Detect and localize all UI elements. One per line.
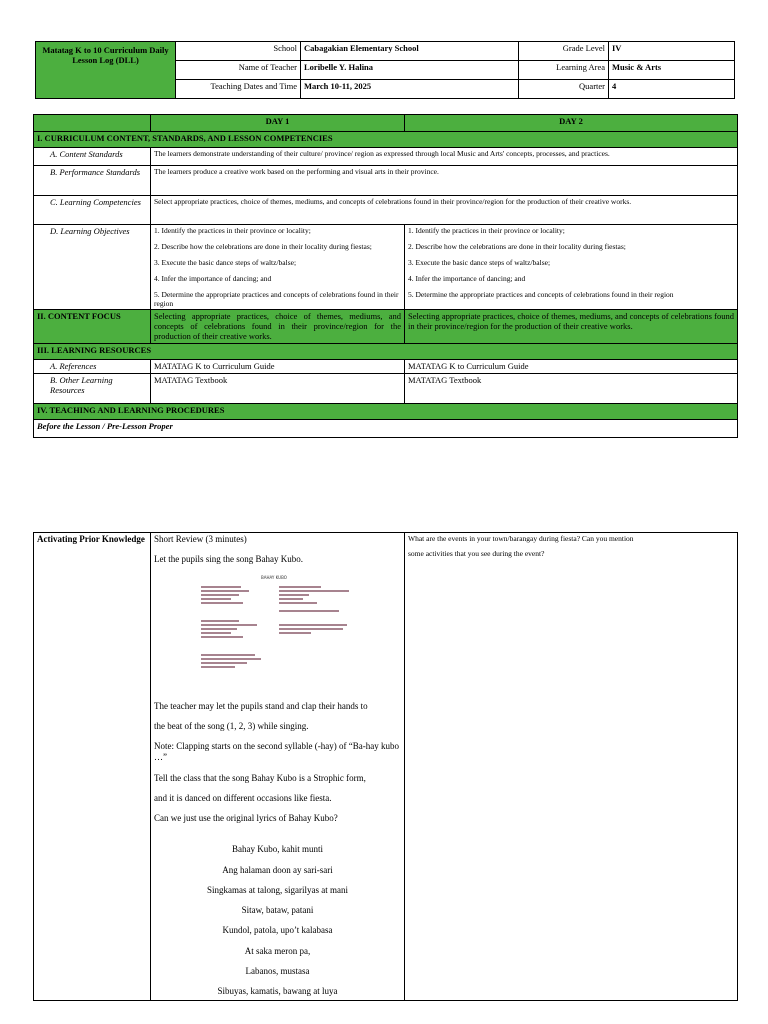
section-curriculum: I. CURRICULUM CONTENT, STANDARDS, AND LESSON COMPETENCIES	[34, 132, 738, 148]
objective-item: 4. Infer the importance of dancing; and	[154, 274, 272, 283]
fiesta-line: and it is danced on different occasions like fiesta.	[154, 792, 332, 803]
objective-item: 3. Execute the basic dance steps of waltz/balse;	[154, 258, 297, 267]
objective-item: 5. Determine the appropriate practices and concepts of celebrations found in their region	[154, 290, 399, 308]
content-focus-day2: Selecting appropriate practices, choice of themes, mediums, and concepts of celebrations found in their province/region for the production of their creative works.	[405, 310, 738, 344]
clap-note: Note: Clapping starts on the second syllable (-hay) of “Ba-hay kubo …”	[154, 741, 399, 763]
lesson-log-table	[33, 114, 738, 438]
other-resources-day1: MATATAG Textbook	[151, 373, 405, 403]
lyric-line: At saka meron pa,	[244, 945, 311, 956]
objective-item: 5. Determine the appropriate practices and concepts of celebrations found in their region	[408, 290, 674, 299]
review-line: Short Review (3 minutes)	[154, 534, 247, 544]
song-lyrics-image	[154, 575, 401, 695]
objectives-day1	[151, 225, 405, 310]
song-lyrics	[154, 844, 401, 997]
day2-question: What are the events in your town/barangay during fiesta? Can you mention	[408, 534, 634, 543]
dates-value: March 10-11, 2025	[301, 80, 519, 99]
before-lesson-label: Before the Lesson / Pre-Lesson Proper	[34, 419, 738, 437]
activating-table	[33, 532, 738, 1001]
question-line: Can we just use the original lyrics of Bahay Kubo?	[154, 813, 338, 823]
performance-standards-text: The learners produce a creative work based on the performing and visual arts in their province.	[151, 166, 738, 196]
teacher-label: Name of Teacher	[176, 61, 301, 80]
objectives-label: D. Learning Objectives	[34, 225, 151, 310]
other-resources-label: B. Other Learning Resources	[34, 373, 151, 403]
learning-area-value: Music & Arts	[609, 61, 735, 80]
section-procedures: IV. TEACHING AND LEARNING PROCEDURES	[34, 403, 738, 419]
objective-item: 2. Describe how the celebrations are done in their locality during fiestas;	[408, 242, 626, 251]
lyric-line: Kundol, patola, upo’t kalabasa	[222, 925, 333, 936]
activating-label: Activating Prior Knowledge	[34, 533, 151, 1001]
school-label: School	[176, 42, 301, 61]
corner-cell	[34, 115, 151, 132]
quarter-value: 4	[609, 80, 735, 99]
dll-title: Matatag K to 10 Curriculum Daily Lesson Log (DLL)	[36, 42, 176, 99]
other-resources-day2: MATATAG Textbook	[405, 373, 738, 403]
day2-question-2: some activities that you see during the event?	[408, 549, 545, 559]
activating-day2	[405, 533, 738, 1001]
competencies-text: Select appropriate practices, choice of themes, mediums, and concepts of celebrations found in their province/region for the production of their creative works.	[151, 196, 738, 225]
objective-item: 3. Execute the basic dance steps of waltz/balse;	[408, 258, 551, 267]
references-day1: MATATAG K to Curriculum Guide	[151, 359, 405, 373]
objective-item: 4. Infer the importance of dancing; and	[408, 274, 526, 283]
sing-instruction: Let the pupils sing the song Bahay Kubo.	[154, 554, 303, 565]
lyric-line: Bahay Kubo, kahit munti	[232, 844, 323, 855]
content-standards-text: The learners demonstrate understanding of their culture/ province/ region as expressed through local Music and Arts' concepts, processes, and practices.	[151, 148, 738, 166]
quarter-label: Quarter	[519, 80, 609, 99]
content-standards-label: A. Content Standards	[34, 148, 151, 166]
strophic-line: Tell the class that the song Bahay Kubo is a Strophic form,	[154, 772, 366, 783]
grade-level-value: IV	[609, 42, 735, 61]
lyric-line: Singkamas at talong, sigarilyas at mani	[207, 884, 348, 895]
lyric-line: Sitaw, bataw, patani	[241, 905, 314, 915]
activating-day1	[151, 533, 405, 1001]
competencies-label: C. Learning Competencies	[34, 196, 151, 225]
teacher-value: Loribelle Y. Halina	[301, 61, 519, 80]
learning-area-label: Learning Area	[519, 61, 609, 80]
lyric-line: Sibuyas, kamatis, bawang at luya	[217, 986, 338, 996]
school-value: Cabagakian Elementary School	[301, 42, 519, 61]
objective-item: 1. Identify the practices in their province or locality;	[408, 226, 565, 235]
objectives-day2	[405, 225, 738, 310]
clap-instruction: The teacher may let the pupils stand and clap their hands to	[154, 700, 368, 711]
performance-standards-label: B. Performance Standards	[34, 166, 151, 196]
references-day2: MATATAG K to Curriculum Guide	[405, 359, 738, 373]
day2-header: DAY 2	[405, 115, 738, 132]
content-focus-label: II. CONTENT FOCUS	[34, 310, 151, 344]
objective-item: 1. Identify the practices in their province or locality;	[154, 226, 311, 235]
section-learning-resources: III. LEARNING RESOURCES	[34, 343, 738, 359]
lyric-line: Labanos, mustasa	[245, 965, 310, 976]
dates-label: Teaching Dates and Time	[176, 80, 301, 99]
clap-instruction-2: the beat of the song (1, 2, 3) while singing.	[154, 720, 309, 731]
grade-level-label: Grade Level	[519, 42, 609, 61]
content-focus-day1: Selecting appropriate practices, choice of themes, mediums, and concepts of celebrations found in their province/region for the production of their creative works.	[151, 310, 405, 344]
bahay-kubo-lyrics-graphic	[199, 575, 369, 693]
dll-header-table	[35, 41, 735, 99]
day1-header: DAY 1	[151, 115, 405, 132]
objective-item: 2. Describe how the celebrations are done in their locality during fiestas;	[154, 242, 372, 251]
references-label: A. References	[34, 359, 151, 373]
lyric-line: Ang halaman doon ay sari-sari	[222, 864, 333, 875]
song-image-title: BAHAY KUBO	[261, 574, 287, 580]
